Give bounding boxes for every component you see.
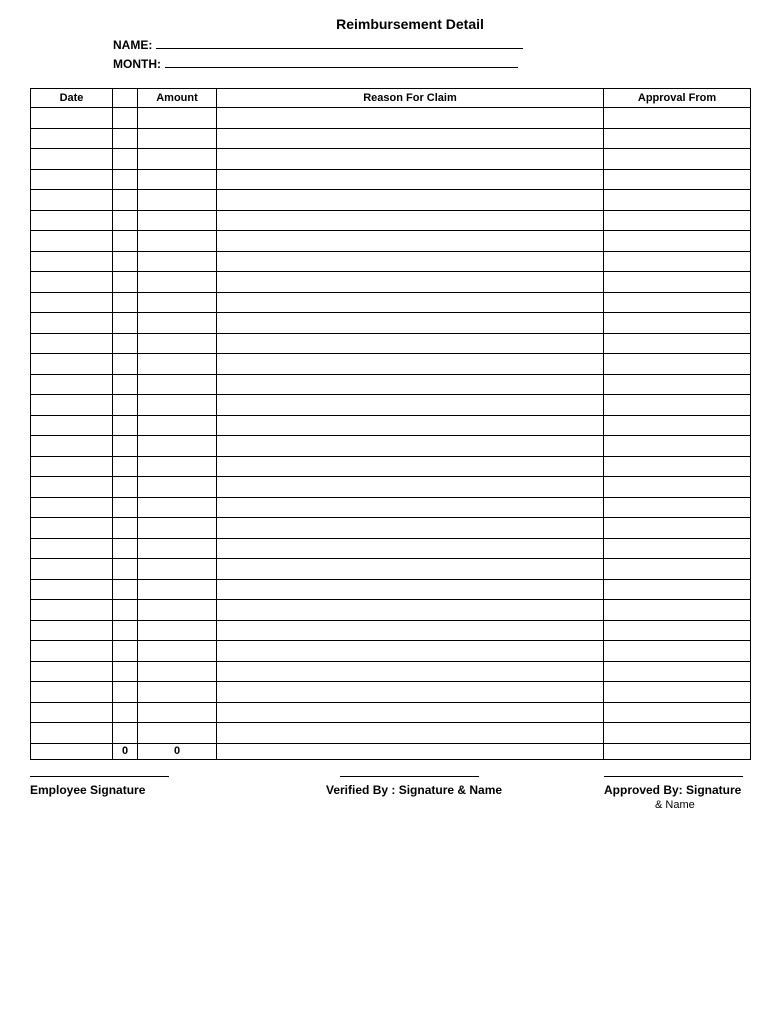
cell-approval[interactable] bbox=[604, 497, 751, 518]
cell-approval[interactable] bbox=[604, 723, 751, 744]
cell-approval[interactable] bbox=[604, 333, 751, 354]
cell-date[interactable] bbox=[31, 702, 113, 723]
cell-amount[interactable] bbox=[138, 456, 217, 477]
cell-approval[interactable] bbox=[604, 600, 751, 621]
table-row bbox=[31, 641, 751, 662]
cell-blank[interactable] bbox=[113, 620, 138, 641]
cell-date[interactable] bbox=[31, 313, 113, 334]
cell-amount[interactable] bbox=[138, 169, 217, 190]
cell-reason[interactable] bbox=[217, 559, 604, 580]
approved-signature-sublabel: & Name bbox=[655, 799, 695, 811]
cell-approval[interactable] bbox=[604, 559, 751, 580]
table-row bbox=[31, 210, 751, 231]
cell-amount[interactable] bbox=[138, 579, 217, 600]
cell-blank[interactable] bbox=[113, 108, 138, 129]
table-row bbox=[31, 149, 751, 170]
cell-approval[interactable] bbox=[604, 149, 751, 170]
cell-amount[interactable] bbox=[138, 436, 217, 457]
cell-approval[interactable] bbox=[604, 272, 751, 293]
header-reason: Reason For Claim bbox=[217, 89, 604, 108]
cell-blank[interactable] bbox=[113, 682, 138, 703]
cell-amount[interactable] bbox=[138, 497, 217, 518]
cell-blank[interactable] bbox=[113, 497, 138, 518]
cell-blank[interactable] bbox=[113, 292, 138, 313]
verified-signature-label: Verified By : Signature & Name bbox=[326, 783, 503, 797]
cell-amount[interactable] bbox=[138, 374, 217, 395]
reimbursement-table bbox=[30, 88, 751, 760]
table-row bbox=[31, 723, 751, 744]
cell-approval[interactable] bbox=[604, 231, 751, 252]
cell-amount[interactable] bbox=[138, 702, 217, 723]
cell-reason[interactable] bbox=[217, 641, 604, 662]
cell-blank[interactable] bbox=[113, 723, 138, 744]
table-row bbox=[31, 313, 751, 334]
cell-blank[interactable] bbox=[113, 702, 138, 723]
table-row bbox=[31, 682, 751, 703]
cell-approval[interactable] bbox=[604, 682, 751, 703]
cell-amount[interactable] bbox=[138, 723, 217, 744]
cell-reason[interactable] bbox=[217, 682, 604, 703]
cell-blank[interactable] bbox=[113, 272, 138, 293]
table-row bbox=[31, 456, 751, 477]
cell-approval[interactable] bbox=[604, 292, 751, 313]
cell-blank[interactable] bbox=[113, 456, 138, 477]
cell-blank[interactable] bbox=[113, 415, 138, 436]
cell-approval[interactable] bbox=[604, 374, 751, 395]
cell-reason[interactable] bbox=[217, 538, 604, 559]
cell-date[interactable] bbox=[31, 620, 113, 641]
cell-reason[interactable] bbox=[217, 313, 604, 334]
table-row bbox=[31, 415, 751, 436]
cell-date[interactable] bbox=[31, 559, 113, 580]
cell-approval[interactable] bbox=[604, 108, 751, 129]
table-row bbox=[31, 497, 751, 518]
cell-reason[interactable] bbox=[217, 456, 604, 477]
cell-reason[interactable] bbox=[217, 272, 604, 293]
cell-approval[interactable] bbox=[604, 190, 751, 211]
cell-date[interactable] bbox=[31, 415, 113, 436]
table-row bbox=[31, 374, 751, 395]
cell-date[interactable] bbox=[31, 128, 113, 149]
totals-row bbox=[31, 743, 751, 759]
table-row bbox=[31, 477, 751, 498]
table-row bbox=[31, 620, 751, 641]
table-row bbox=[31, 169, 751, 190]
cell-approval[interactable] bbox=[604, 579, 751, 600]
name-label: NAME: bbox=[113, 38, 153, 52]
cell-amount[interactable] bbox=[138, 231, 217, 252]
cell-blank[interactable] bbox=[113, 128, 138, 149]
table-row bbox=[31, 518, 751, 539]
cell-blank[interactable] bbox=[113, 374, 138, 395]
cell-reason[interactable] bbox=[217, 231, 604, 252]
cell-date[interactable] bbox=[31, 210, 113, 231]
cell-amount[interactable] bbox=[138, 149, 217, 170]
table-row bbox=[31, 333, 751, 354]
cell-date[interactable] bbox=[31, 374, 113, 395]
cell-approval[interactable] bbox=[604, 702, 751, 723]
cell-date[interactable] bbox=[31, 108, 113, 129]
cell-approval[interactable] bbox=[604, 641, 751, 662]
cell-reason[interactable] bbox=[217, 128, 604, 149]
cell-blank[interactable] bbox=[113, 210, 138, 231]
table-row bbox=[31, 190, 751, 211]
cell-amount[interactable] bbox=[138, 538, 217, 559]
cell-blank[interactable] bbox=[113, 559, 138, 580]
table-row bbox=[31, 251, 751, 272]
cell-reason[interactable] bbox=[217, 169, 604, 190]
cell-reason[interactable] bbox=[217, 190, 604, 211]
header-date: Date bbox=[31, 89, 113, 108]
approved-signature-label: Approved By: Signature bbox=[604, 783, 742, 797]
cell-amount[interactable] bbox=[138, 518, 217, 539]
cell-amount[interactable] bbox=[138, 333, 217, 354]
cell-reason[interactable] bbox=[217, 149, 604, 170]
cell-amount[interactable] bbox=[138, 415, 217, 436]
table-row bbox=[31, 436, 751, 457]
table-row bbox=[31, 272, 751, 293]
cell-date[interactable] bbox=[31, 723, 113, 744]
cell-reason[interactable] bbox=[217, 702, 604, 723]
table-row bbox=[31, 108, 751, 129]
cell-reason[interactable] bbox=[217, 723, 604, 744]
cell-blank[interactable] bbox=[113, 251, 138, 272]
name-line[interactable] bbox=[156, 38, 523, 49]
cell-approval[interactable] bbox=[604, 128, 751, 149]
cell-amount[interactable] bbox=[138, 559, 217, 580]
table-row bbox=[31, 538, 751, 559]
header-amount: Amount bbox=[138, 89, 217, 108]
table-header-row bbox=[31, 89, 751, 108]
cell-blank[interactable] bbox=[113, 436, 138, 457]
cell-approval[interactable] bbox=[604, 661, 751, 682]
cell-amount[interactable] bbox=[138, 477, 217, 498]
cell-amount[interactable] bbox=[138, 210, 217, 231]
cell-approval[interactable] bbox=[604, 538, 751, 559]
total-amount: 0 bbox=[138, 743, 217, 759]
cell-blank[interactable] bbox=[113, 354, 138, 375]
cell-amount[interactable] bbox=[138, 190, 217, 211]
header-approval: Approval From bbox=[604, 89, 751, 108]
table-row bbox=[31, 702, 751, 723]
table-row bbox=[31, 559, 751, 580]
cell-amount[interactable] bbox=[138, 313, 217, 334]
cell-reason[interactable] bbox=[217, 251, 604, 272]
cell-blank[interactable] bbox=[113, 395, 138, 416]
cell-date[interactable] bbox=[31, 579, 113, 600]
cell-date[interactable] bbox=[31, 456, 113, 477]
cell-amount[interactable] bbox=[138, 251, 217, 272]
cell-approval[interactable] bbox=[604, 354, 751, 375]
cell-date[interactable] bbox=[31, 251, 113, 272]
cell-date[interactable] bbox=[31, 292, 113, 313]
cell-date[interactable] bbox=[31, 354, 113, 375]
cell-approval[interactable] bbox=[604, 169, 751, 190]
total-approval bbox=[604, 743, 751, 759]
cell-blank[interactable] bbox=[113, 477, 138, 498]
cell-amount[interactable] bbox=[138, 600, 217, 621]
cell-approval[interactable] bbox=[604, 456, 751, 477]
cell-amount[interactable] bbox=[138, 661, 217, 682]
approved-signature-block bbox=[604, 776, 743, 811]
cell-date[interactable] bbox=[31, 395, 113, 416]
table-body bbox=[31, 108, 751, 760]
employee-signature-block bbox=[30, 776, 169, 797]
cell-reason[interactable] bbox=[217, 333, 604, 354]
cell-reason[interactable] bbox=[217, 415, 604, 436]
cell-date[interactable] bbox=[31, 436, 113, 457]
cell-blank[interactable] bbox=[113, 600, 138, 621]
cell-reason[interactable] bbox=[217, 210, 604, 231]
cell-date[interactable] bbox=[31, 538, 113, 559]
cell-reason[interactable] bbox=[217, 600, 604, 621]
verified-signature-block bbox=[326, 776, 502, 797]
cell-reason[interactable] bbox=[217, 620, 604, 641]
cell-amount[interactable] bbox=[138, 641, 217, 662]
cell-date[interactable] bbox=[31, 641, 113, 662]
table-row bbox=[31, 579, 751, 600]
cell-date[interactable] bbox=[31, 661, 113, 682]
cell-date[interactable] bbox=[31, 477, 113, 498]
cell-approval[interactable] bbox=[604, 620, 751, 641]
page-title: Reimbursement Detail bbox=[336, 16, 484, 32]
month-label: MONTH: bbox=[113, 57, 161, 71]
cell-amount[interactable] bbox=[138, 272, 217, 293]
cell-blank[interactable] bbox=[113, 169, 138, 190]
table-row bbox=[31, 354, 751, 375]
cell-blank[interactable] bbox=[113, 641, 138, 662]
cell-date[interactable] bbox=[31, 149, 113, 170]
cell-amount[interactable] bbox=[138, 682, 217, 703]
table-row bbox=[31, 600, 751, 621]
total-date bbox=[31, 743, 113, 759]
cell-date[interactable] bbox=[31, 272, 113, 293]
cell-reason[interactable] bbox=[217, 436, 604, 457]
cell-approval[interactable] bbox=[604, 210, 751, 231]
cell-reason[interactable] bbox=[217, 497, 604, 518]
cell-approval[interactable] bbox=[604, 313, 751, 334]
cell-date[interactable] bbox=[31, 600, 113, 621]
cell-amount[interactable] bbox=[138, 292, 217, 313]
cell-amount[interactable] bbox=[138, 128, 217, 149]
table-row bbox=[31, 231, 751, 252]
cell-reason[interactable] bbox=[217, 108, 604, 129]
cell-amount[interactable] bbox=[138, 395, 217, 416]
month-field bbox=[113, 57, 518, 71]
employee-signature-line[interactable] bbox=[30, 776, 169, 777]
table-row bbox=[31, 128, 751, 149]
cell-amount[interactable] bbox=[138, 620, 217, 641]
cell-blank[interactable] bbox=[113, 538, 138, 559]
cell-blank[interactable] bbox=[113, 333, 138, 354]
month-line[interactable] bbox=[165, 57, 518, 68]
header-blank bbox=[113, 89, 138, 108]
name-field bbox=[113, 38, 523, 52]
cell-reason[interactable] bbox=[217, 292, 604, 313]
cell-date[interactable] bbox=[31, 333, 113, 354]
cell-date[interactable] bbox=[31, 231, 113, 252]
cell-reason[interactable] bbox=[217, 374, 604, 395]
cell-reason[interactable] bbox=[217, 354, 604, 375]
cell-amount[interactable] bbox=[138, 108, 217, 129]
cell-approval[interactable] bbox=[604, 415, 751, 436]
table-row bbox=[31, 661, 751, 682]
cell-date[interactable] bbox=[31, 682, 113, 703]
cell-approval[interactable] bbox=[604, 395, 751, 416]
table-row bbox=[31, 292, 751, 313]
cell-blank[interactable] bbox=[113, 149, 138, 170]
cell-reason[interactable] bbox=[217, 395, 604, 416]
total-reason bbox=[217, 743, 604, 759]
cell-blank[interactable] bbox=[113, 313, 138, 334]
approved-signature-line[interactable] bbox=[604, 776, 743, 777]
cell-blank[interactable] bbox=[113, 661, 138, 682]
cell-amount[interactable] bbox=[138, 354, 217, 375]
cell-blank[interactable] bbox=[113, 579, 138, 600]
cell-date[interactable] bbox=[31, 190, 113, 211]
cell-reason[interactable] bbox=[217, 661, 604, 682]
cell-blank[interactable] bbox=[113, 518, 138, 539]
cell-blank[interactable] bbox=[113, 190, 138, 211]
employee-signature-label: Employee Signature bbox=[30, 783, 146, 797]
cell-approval[interactable] bbox=[604, 477, 751, 498]
table-row bbox=[31, 395, 751, 416]
cell-approval[interactable] bbox=[604, 436, 751, 457]
cell-date[interactable] bbox=[31, 497, 113, 518]
cell-date[interactable] bbox=[31, 169, 113, 190]
cell-reason[interactable] bbox=[217, 477, 604, 498]
total-count: 0 bbox=[113, 743, 138, 759]
cell-date[interactable] bbox=[31, 518, 113, 539]
cell-reason[interactable] bbox=[217, 518, 604, 539]
verified-signature-line[interactable] bbox=[340, 776, 479, 777]
cell-approval[interactable] bbox=[604, 518, 751, 539]
cell-blank[interactable] bbox=[113, 231, 138, 252]
cell-approval[interactable] bbox=[604, 251, 751, 272]
cell-reason[interactable] bbox=[217, 579, 604, 600]
